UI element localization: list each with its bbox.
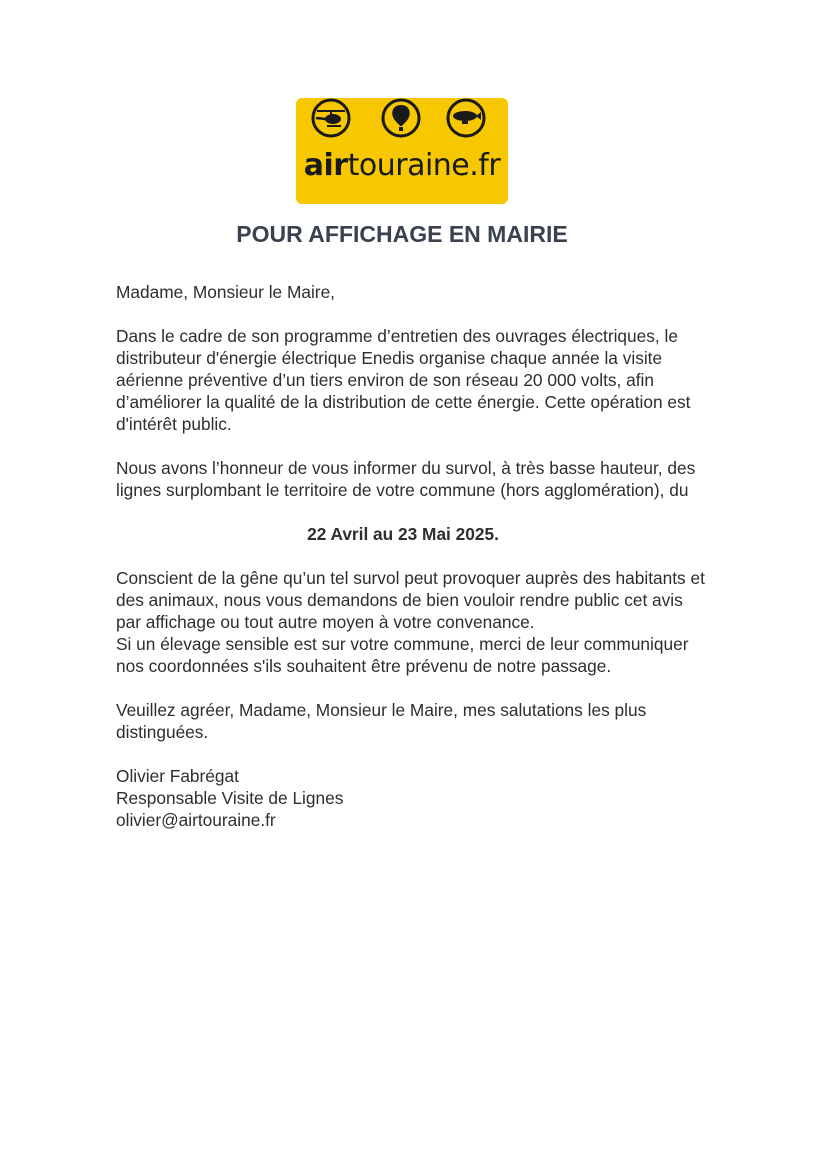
airship-icon [446,98,486,138]
airtouraine-logo [296,98,508,204]
signature-name: Olivier Fabrégat [116,766,239,786]
signature-role: Responsable Visite de Lignes [116,788,344,808]
logo-brand-text [296,146,508,186]
logo-brand-bold: air [303,148,348,183]
survey-dates: 22 Avril au 23 Mai 2025. [307,524,499,544]
hot-air-balloon-icon [381,98,421,138]
page-title: POUR AFFICHAGE EN MAIRIE [236,221,568,247]
paragraph-livestock: Si un élevage sensible est sur votre commune, merci de leur communiquer nos coordonnées s'ils souhaitent être prévenu de notre passage. [116,634,689,676]
logo-brand-rest: touraine.fr [347,148,501,183]
salutation: Madame, Monsieur le Maire, [116,282,335,302]
letter-body [116,281,706,831]
paragraph-intro: Dans le cadre de son programme d’entretien des ouvrages électriques, le distributeur d'énergie électrique Enedis organise chaque année la visite aérienne préventive d’un tiers environ de son réseau 20 000 volts, afin d’améliorer la qualité de la distribution de cette énergie. Cette opération est d'intérêt public. [116,326,691,434]
signature-email[interactable]: olivier@airtouraine.fr [116,810,276,830]
helicopter-icon [311,98,351,138]
closing-formula: Veuillez agréer, Madame, Monsieur le Maire, mes salutations les plus distinguées. [116,700,647,742]
paragraph-survol: Nous avons l’honneur de vous informer du survol, à très basse hauteur, des lignes surplombant le territoire de votre commune (hors agglomération), du [116,458,696,500]
paragraph-request: Conscient de la gêne qu’un tel survol peut provoquer auprès des habitants et des animaux, nous vous demandons de bien vouloir rendre public cet avis par affichage ou tout autre moyen à votre convenance. [116,568,705,632]
